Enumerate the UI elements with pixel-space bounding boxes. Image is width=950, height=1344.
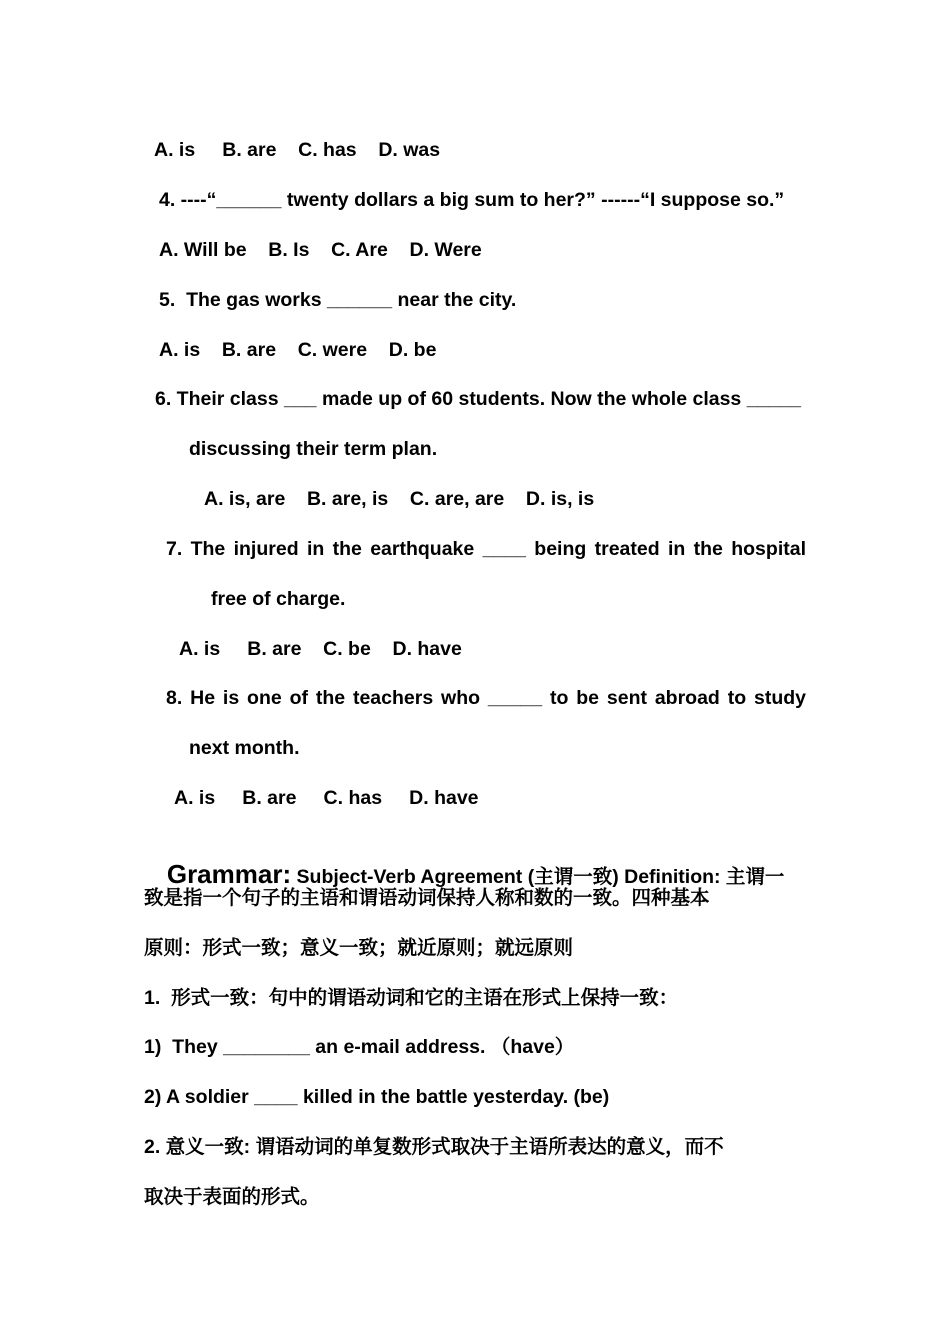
question-5-stem: 5. The gas works ______ near the city. xyxy=(159,289,517,311)
question-8-stem-line-1: 8. He is one of the teachers who _____ to be sent abroad to study xyxy=(166,687,806,709)
grammar-principles: 原则：形式一致；意义一致；就近原则；就远原则 xyxy=(144,937,574,959)
question-7-options: A. is B. are C. be D. have xyxy=(179,638,462,660)
question-6-stem-line-1: 6. Their class ___ made up of 60 students. Now the whole class _____ xyxy=(155,388,801,410)
question-6-options: A. is, are B. are, is C. are, are D. is, is xyxy=(204,488,595,510)
rule-1-example-1: 1) They ________ an e-mail address. （have） xyxy=(144,1036,575,1058)
question-4-stem: 4. ----“______ twenty dollars a big sum to her?” ------“I suppose so.” xyxy=(159,189,785,211)
grammar-definition-line-2: 致是指一个句子的主语和谓语动词保持人称和数的一致。四种基本 xyxy=(144,887,710,909)
question-8-stem-line-2: next month. xyxy=(189,737,300,759)
grammar-definition-text: Subject-Verb Agreement (主谓一致) Definition: 主谓一 xyxy=(291,866,785,888)
rule-1-example-2: 2) A soldier ____ killed in the battle yesterday. (be) xyxy=(144,1086,610,1108)
question-7-stem-line-2: free of charge. xyxy=(211,588,346,610)
question-3-options: A. is B. are C. has D. was xyxy=(154,139,441,161)
rule-2-line-2: 取决于表面的形式。 xyxy=(144,1186,320,1208)
question-7-stem-line-1: 7. The injured in the earthquake ____ being treated in the hospital xyxy=(166,538,806,560)
rule-2-line-1: 2. 意义一致: 谓语动词的单复数形式取决于主语所表达的意义，而不 xyxy=(144,1136,724,1158)
question-5-options: A. is B. are C. were D. be xyxy=(159,339,437,361)
rule-1-heading: 1. 形式一致：句中的谓语动词和它的主语在形式上保持一致： xyxy=(144,987,679,1009)
question-6-stem-line-2: discussing their term plan. xyxy=(189,438,438,460)
question-8-options: A. is B. are C. has D. have xyxy=(174,787,479,809)
question-4-options: A. Will be B. Is C. Are D. Were xyxy=(159,239,482,261)
grammar-definition-line-1 xyxy=(156,832,784,891)
grammar-heading: Grammar: xyxy=(166,859,292,889)
